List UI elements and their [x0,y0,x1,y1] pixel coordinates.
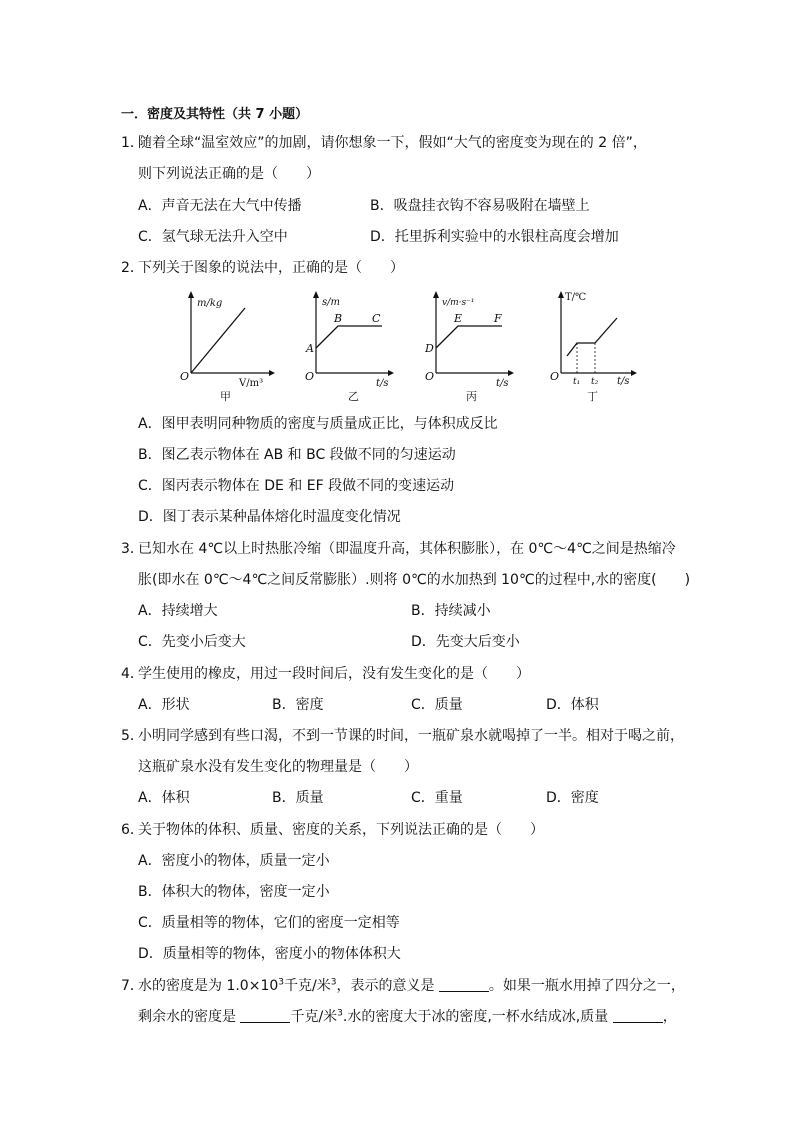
question-6-text: 关于物体的体积、质量、密度的关系，下列说法正确的是（ ） [138,822,544,838]
question-4-number: 4． [121,666,144,682]
question-5-option-c: C．重量 [411,790,463,806]
question-6-number: 6． [121,822,144,838]
question-2-text: 下列关于图象的说法中，正确的是（ ） [138,260,404,276]
question-5-text-line-2: 这瓶矿泉水没有发生变化的物理量是（ ） [138,759,418,775]
figure-jia-origin: O [180,370,190,383]
question-5-option-d: D．密度 [546,790,599,806]
question-1-text-line-1: 随着全球“温室效应”的加剧，请你想象一下，假如“大气的密度变为现在的 2 倍”， [138,135,647,151]
figure-jia-xlabel: V/m³ [239,378,264,389]
figure-ding-tick-t1: t₁ [573,377,581,387]
question-7-unit-exponent: 3 [330,977,337,988]
question-7-line-1-end: 。如果一瓶水用掉了四分之一， [488,978,685,994]
figure-jia-ylabel: m/kg [197,298,223,309]
question-7-unit-2: 千克/米 [290,1009,338,1025]
section-title: 一．密度及其特性（共 7 小题） [121,107,309,122]
figure-yi-ylabel: s/m [322,297,340,308]
figure-yi [300,288,400,407]
figure-ding-origin: O [550,370,560,383]
figure-yi-point-a: A [306,342,314,355]
question-3-option-a: A．持续增大 [138,603,218,619]
question-1-option-a: A．声音无法在大气中传播 [138,198,302,214]
question-7-unit: 千克/米 [284,978,331,994]
question-4-option-b: B．密度 [272,697,324,713]
figure-yi-point-c: C [372,312,381,325]
figure-bing-caption: 丙 [466,390,477,403]
question-5-option-b: B．质量 [272,790,324,806]
question-1-option-d: D．托里拆利实验中的水银柱高度会增加 [370,229,619,245]
answer-blank-2[interactable] [240,1008,290,1023]
question-4-option-a: A．形状 [138,697,190,713]
question-7-text-line-2 [138,1007,677,1027]
question-7-ice-prompt: .水的密度大于冰的密度,一杯水结成冰,质量 [342,1009,609,1025]
question-7-remaining-prompt: 剩余水的密度是 [138,1009,236,1025]
figure-bing-point-d: D [425,342,434,355]
question-6-option-d: D．质量相等的物体，密度小的物体体积大 [138,946,401,962]
answer-blank-3[interactable] [613,1008,663,1023]
figure-ding-caption: 丁 [587,390,598,403]
figure-ding-xlabel: t/s [617,376,630,387]
figure-ding-ylabel: T/℃ [565,292,587,303]
question-7-meaning-prompt: ，表示的意义是 [336,978,435,994]
question-4-text: 学生使用的橡皮，用过一段时间后，没有发生变化的是（ ） [138,666,530,682]
question-3-text-line-1: 已知水在 4℃以上时热胀冷缩（即温度升高，其体积膨胀），在 0℃～4℃之间是热缩冷 [138,541,676,557]
figure-jia-caption: 甲 [220,390,231,403]
figure-jia [175,288,275,407]
question-7-unit-2-exponent: 3 [337,1008,343,1019]
figure-bing-xlabel: t/s [496,378,509,389]
question-3-option-b: B．持续减小 [411,603,491,619]
question-5-text-line-1: 小明同学感到有些口渴，不到一节课的时间，一瓶矿泉水就喝掉了一半。相对于喝之前， [138,728,684,744]
question-3-option-c: C．先变小后变大 [138,634,246,650]
question-7-number: 7． [121,978,144,994]
question-2-number: 2． [121,260,144,276]
question-3-text-line-2: 胀(即水在 0℃～4℃之间反常膨胀）.则将 0℃的水加热到 10℃的过程中,水的密度( ) [138,572,691,588]
figure-bing-ylabel: v/m·s⁻¹ [442,298,475,308]
question-6-option-b: B．体积大的物体，密度一定小 [138,884,330,900]
figure-bing [420,288,520,407]
question-2-option-a: A．图甲表明同种物质的密度与质量成正比，与体积成反比 [138,416,498,432]
question-7-text-line-1 [138,976,685,996]
question-1-text-line-2: 则下列说法正确的是（ ） [138,166,320,182]
figure-ding [545,288,645,407]
question-2-option-c: C．图丙表示物体在 DE 和 EF 段做不同的变速运动 [138,478,455,494]
question-1-option-b: B．吸盘挂衣钩不容易吸附在墙壁上 [370,198,590,214]
question-6-option-c: C．质量相等的物体，它们的密度一定相等 [138,915,400,931]
question-3-number: 3． [121,541,144,557]
question-6-option-a: A．密度小的物体，质量一定小 [138,853,330,869]
figure-bing-origin: O [425,370,435,383]
question-4-option-c: C．质量 [411,697,463,713]
answer-blank-1[interactable] [439,977,489,992]
question-4-option-d: D．体积 [546,697,599,713]
question-2-option-b: B．图乙表示物体在 AB 和 BC 段做不同的匀速运动 [138,447,456,463]
question-1-option-c: C．氢气球无法升入空中 [138,229,288,245]
question-5-option-a: A．体积 [138,790,190,806]
question-7-line-2-end: ， [662,1009,677,1025]
figure-ding-tick-t2: t₂ [591,377,599,387]
question-3-option-d: D．先变大后变小 [411,634,520,650]
figure-bing-point-f: F [494,312,502,325]
question-1-number: 1． [121,135,144,151]
figure-yi-xlabel: t/s [376,378,389,389]
figure-yi-caption: 乙 [348,390,359,403]
question-2-option-d: D．图丁表示某种晶体熔化时温度变化情况 [138,509,401,525]
figure-bing-point-e: E [454,312,463,325]
question-5-number: 5． [121,728,144,744]
question-7-exponent: 3 [278,977,284,988]
question-7-density-value: 水的密度是为 1.0×10 [138,978,279,994]
figure-yi-point-b: B [334,312,343,325]
figure-yi-origin: O [305,370,315,383]
